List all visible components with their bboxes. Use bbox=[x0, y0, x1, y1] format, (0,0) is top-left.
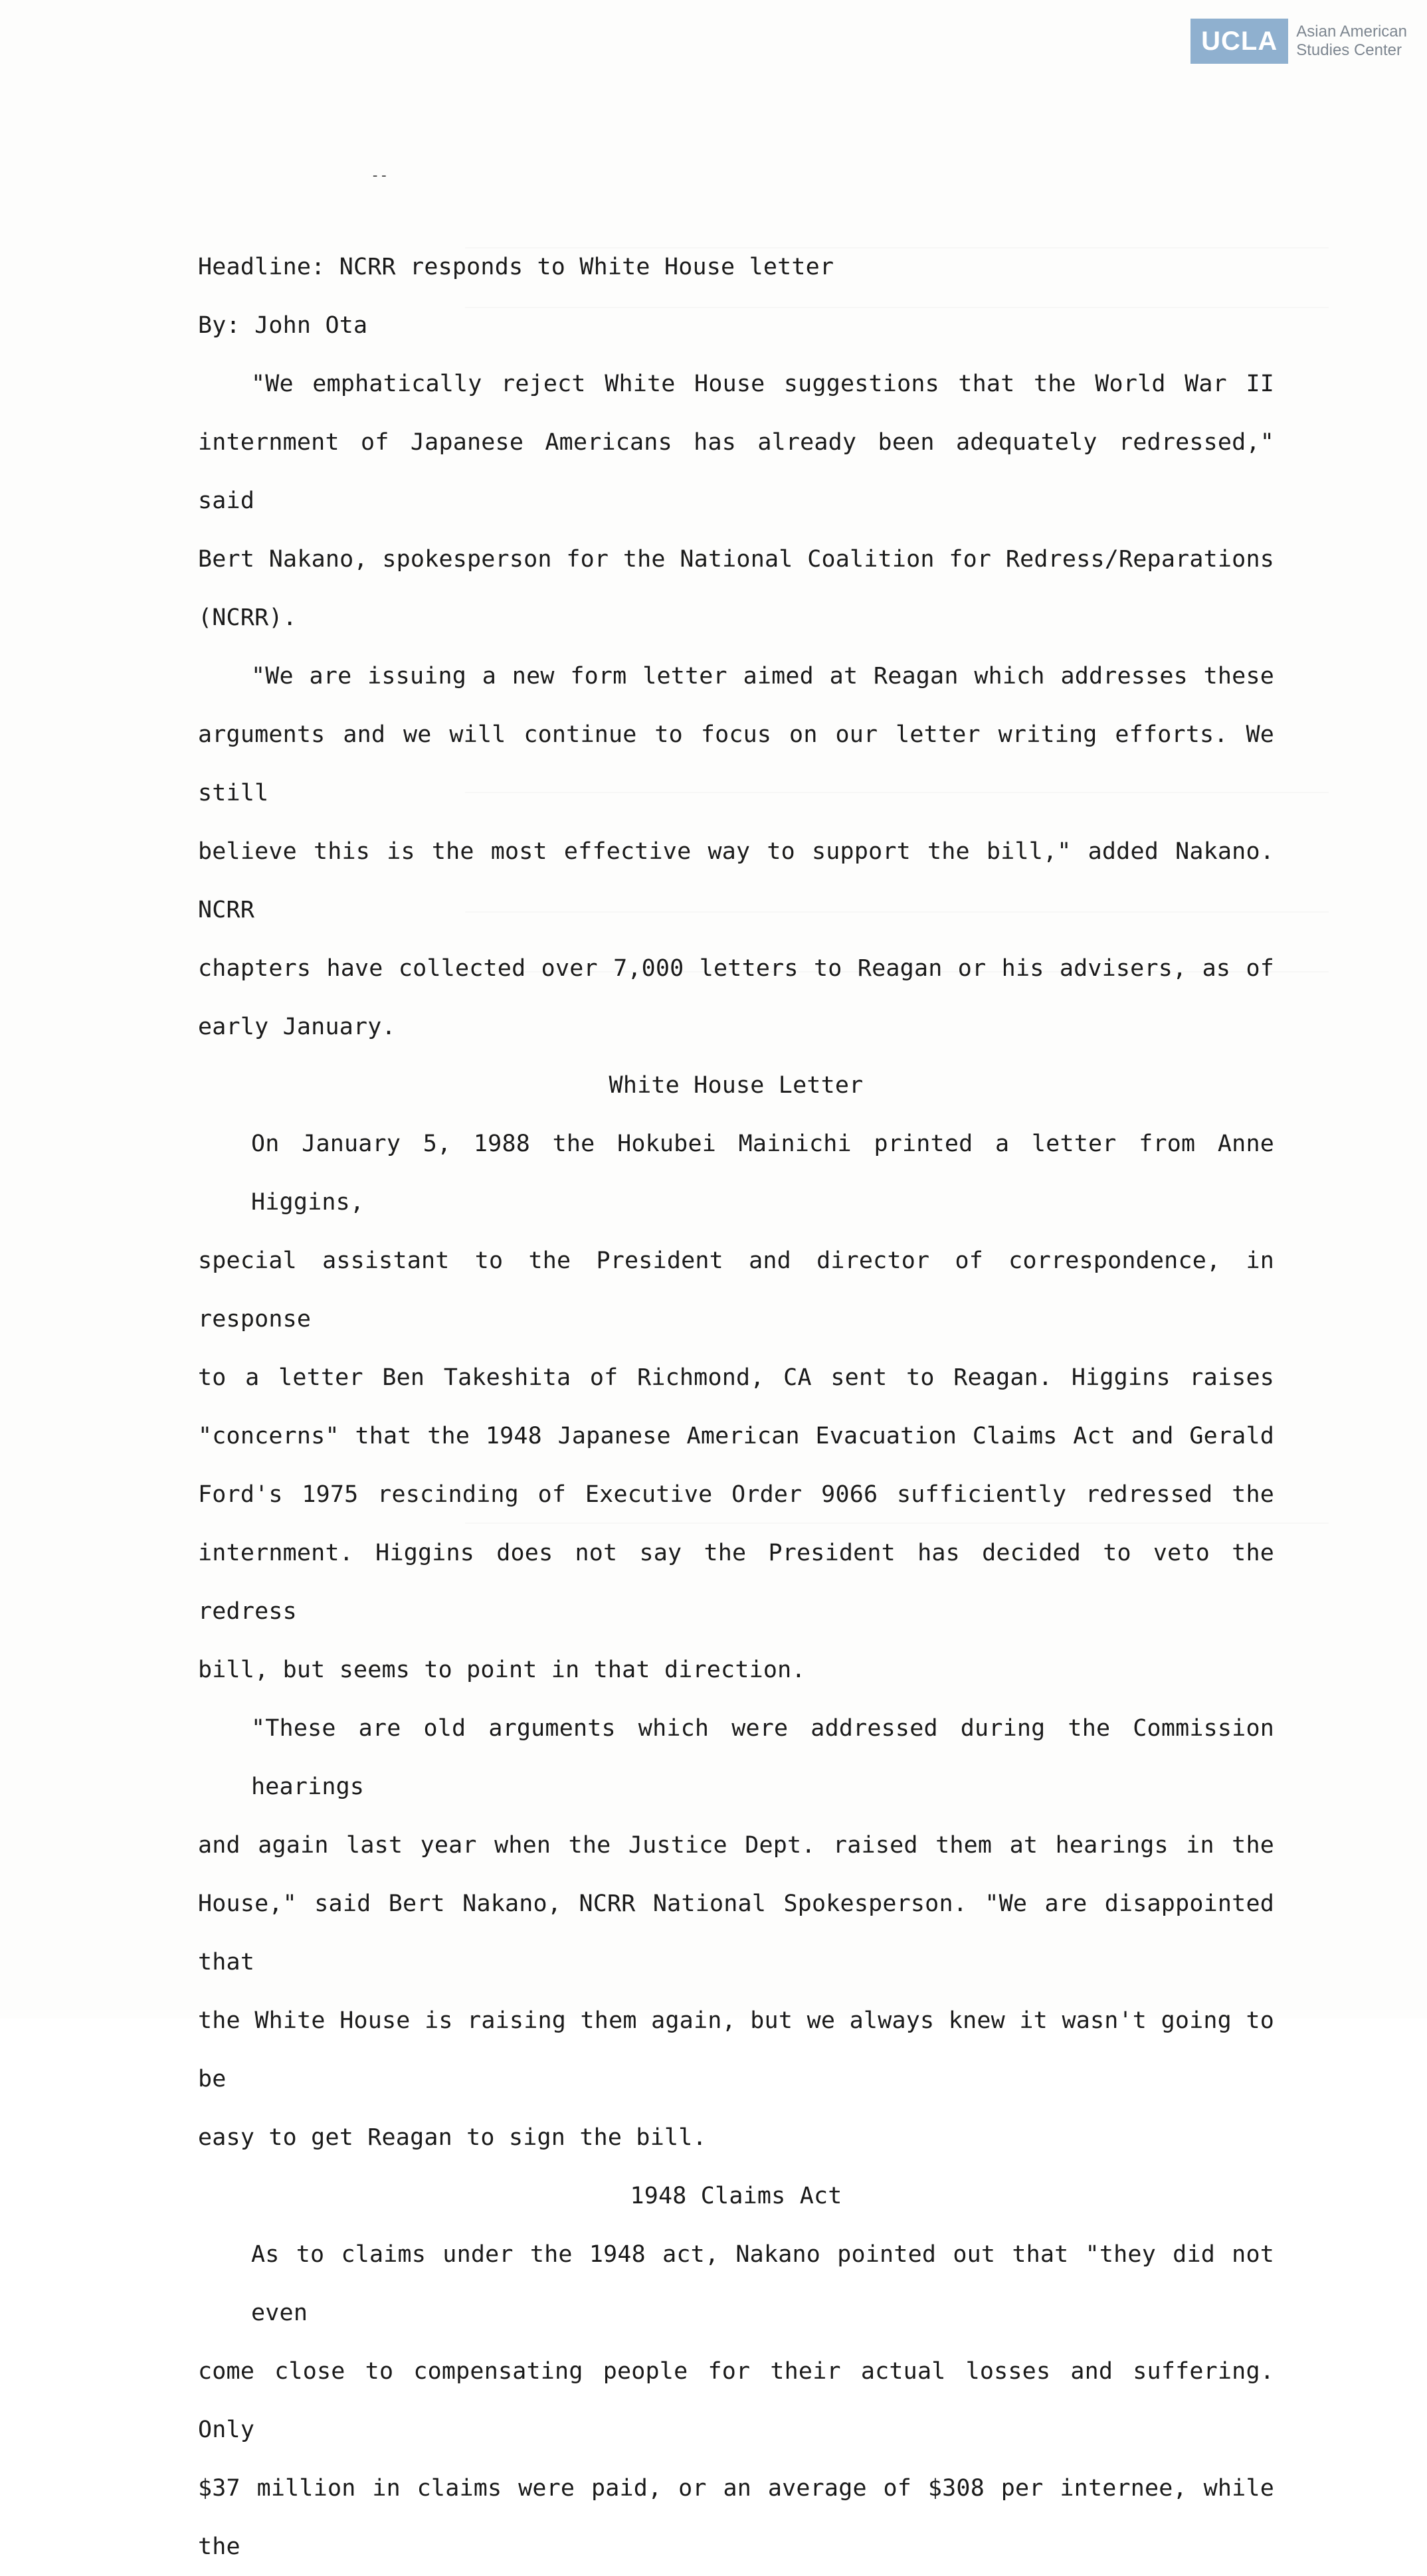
paragraph-line: and again last year when the Justice Dept. raised them at hearings in the bbox=[198, 1832, 1274, 1859]
paragraph-line: bill, but seems to point in that direction. bbox=[198, 1657, 806, 1683]
paragraph-line: $37 million in claims were paid, or an average of $308 per internee, while the bbox=[198, 2475, 1274, 2560]
paragraph-line: internment. Higgins does not say the President has decided to veto the redress bbox=[198, 1540, 1274, 1625]
paragraph-line: "We are issuing a new form letter aimed at Reagan which addresses these bbox=[251, 663, 1274, 690]
paragraph-3 bbox=[198, 1115, 1274, 1699]
paragraph-line: Ford's 1975 rescinding of Executive Order 9066 sufficiently redressed the bbox=[198, 1481, 1274, 1508]
paragraph-line: special assistant to the President and director of correspondence, in response bbox=[198, 1247, 1274, 1333]
paragraph-line: come close to compensating people for their actual losses and suffering. Only bbox=[198, 2358, 1274, 2443]
paragraph-line: to a letter Ben Takeshita of Richmond, CA sent to Reagan. Higgins raises bbox=[198, 1364, 1274, 1391]
paragraph-5 bbox=[198, 2225, 1274, 2576]
paragraph-line: arguments and we will continue to focus on our letter writing efforts. We still bbox=[198, 721, 1274, 806]
paragraph-line: As to claims under the 1948 act, Nakano pointed out that "they did not even bbox=[251, 2241, 1274, 2326]
headline: Headline: NCRR responds to White House letter bbox=[198, 254, 834, 280]
paragraph-line: On January 5, 1988 the Hokubei Mainichi printed a letter from Anne Higgins, bbox=[251, 1131, 1274, 1216]
logo-ucla-box: UCLA bbox=[1190, 19, 1288, 64]
paragraph-line: Bert Nakano, spokesperson for the National Coalition for Redress/Reparations bbox=[198, 546, 1274, 573]
paragraph-line: internment of Japanese Americans has already been adequately redressed," said bbox=[198, 429, 1274, 514]
section-heading-1948-claims-act: 1948 Claims Act bbox=[630, 2183, 842, 2209]
section-heading-white-house-letter: White House Letter bbox=[609, 1072, 864, 1099]
logo-center-name bbox=[1296, 23, 1407, 60]
paragraph-line: "These are old arguments which were addressed during the Commission hearings bbox=[251, 1715, 1274, 1800]
paragraph-line: (NCRR). bbox=[198, 604, 297, 631]
ucla-aasc-logo bbox=[1190, 19, 1407, 64]
paragraph-line: chapters have collected over 7,000 letters to Reagan or his advisers, as of bbox=[198, 955, 1274, 982]
byline: By: John Ota bbox=[198, 312, 368, 339]
paragraph-4 bbox=[198, 1699, 1274, 2167]
paragraph-line: House," said Bert Nakano, NCRR National Spokesperson. "We are disappointed that bbox=[198, 1890, 1274, 1976]
logo-line-2: Studies Center bbox=[1296, 41, 1402, 59]
paragraph-line: the White House is raising them again, but we always knew it wasn't going to be bbox=[198, 2007, 1274, 2092]
paragraph-line: "We emphatically reject White House suggestions that the World War II bbox=[251, 371, 1274, 397]
paragraph-line: "concerns" that the 1948 Japanese American Evacuation Claims Act and Gerald bbox=[198, 1423, 1274, 1449]
stray-mark: -- bbox=[371, 167, 389, 184]
paragraph-line: early January. bbox=[198, 1014, 396, 1040]
paragraph-line: believe this is the most effective way to support the bill," added Nakano. NCRR bbox=[198, 838, 1274, 923]
paragraph-1 bbox=[198, 355, 1274, 647]
logo-line-1: Asian American bbox=[1296, 23, 1407, 41]
paragraph-2 bbox=[198, 647, 1274, 1056]
article-body bbox=[198, 238, 1274, 2576]
paragraph-line: easy to get Reagan to sign the bill. bbox=[198, 2124, 707, 2151]
